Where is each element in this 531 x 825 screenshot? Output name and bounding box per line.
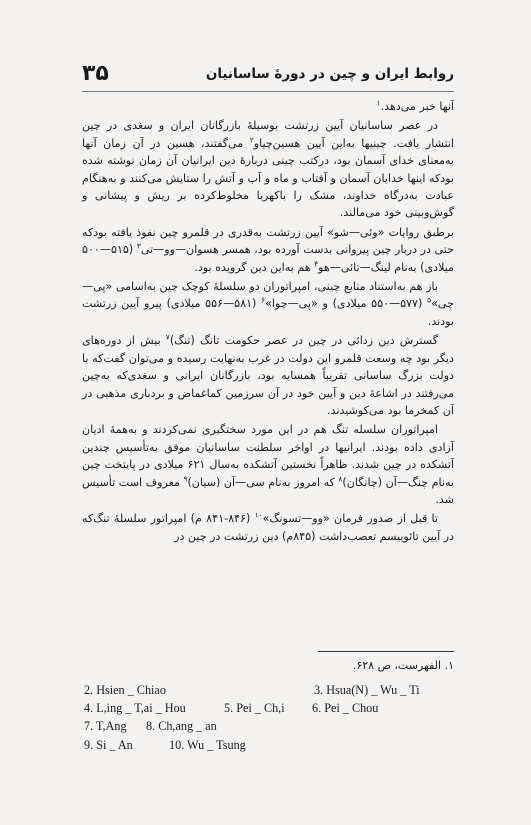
paragraph: باز هم به‌استناد منابع چینی، امپراتوران دو سلسلهٔ کوچک چین به‌اسامی «پی—چی»$^۵$ (۵۷۷—۵۵۰ میلادی) و «پی—چوا»$^۶$ (۵۸۱—۵۵۶ میلادی) پیرو آیین زرتشت بودند. — [82, 280, 455, 328]
running-title: روابط ایران و چین در دورهٔ ساسانیان — [205, 66, 454, 82]
list-item — [84, 681, 464, 699]
transliteration: 7. T,Ang — [84, 719, 127, 734]
transliteration: 2. Hsien _ Chiao — [84, 683, 166, 697]
footnote-ref: ۲ — [249, 135, 254, 145]
footnote-ref: ۶ — [261, 295, 266, 305]
header-rule — [82, 91, 454, 92]
footnote-ref: ۳ — [136, 241, 141, 251]
transliteration: 6. Pei _ Chou — [312, 701, 379, 716]
footnote-ref: ۵ — [427, 295, 432, 305]
list-item — [84, 736, 464, 754]
footnote-ref: ۸ — [338, 473, 343, 483]
page-header — [82, 60, 454, 88]
footnote-ref: ۹ — [183, 473, 188, 483]
transliteration: 3. Hsua(N) _ Wu _ Ti — [314, 683, 420, 697]
footnote-rule — [318, 651, 454, 652]
list-item — [84, 717, 464, 735]
footnote-ref: ۱ — [376, 98, 381, 108]
paragraph: آنها خبر می‌دهد.$^۱$ — [376, 98, 454, 113]
paragraph: گسترش دین زدائی در چین در عصر حکومت تانگ (تنگ)$^۷$ بیش از دوره‌های دیگر بود چه وسعت قلمرو این دولت در غرب به‌نهایت رسیده و می‌توان گفت‌که با دولت بزرگ ساسانی تقریباً همسایه بود، بازرگانان ایرانی و سغدی‌که به‌چین می‌رفتند در اشاعهٔ دین و آیین خود در آن سرزمین کماغماض و بردباری مذهبی در آن کمخرما بود می‌کوشیدند. — [82, 332, 454, 417]
page-number: ۳۵ — [82, 61, 109, 86]
transliteration: 4. L,ing _ T,ai _ Hou — [84, 701, 186, 716]
transliteration-list — [84, 681, 464, 754]
footnote-ref: ۱۰ — [254, 510, 263, 520]
list-item — [84, 699, 464, 717]
footnote-text: الفهرست، ص ۶۲۸. — [352, 659, 442, 672]
transliteration: 8. Ch,ang _ an — [146, 719, 217, 734]
transliteration: 9. Si _ An — [84, 737, 133, 752]
paragraph: تا قبل از صدور فرمان «وو—تسونگ»$^{۱۰}$ (۸۴۶-۸۴۱ م) امپراتور سلسلهٔ تنگ‌که در آیین تائوییسم تعصب‌داشت (۸۴۵م) دین زرتشت در چین در — [82, 510, 454, 543]
body-text — [82, 98, 454, 547]
transliteration: 5. Pei _ Ch,i — [224, 701, 285, 716]
footnote-number: ۱. — [444, 659, 454, 672]
footnote-ref: ۷ — [165, 332, 170, 342]
transliteration: 10. Wu _ Tsung — [169, 737, 246, 752]
paragraph: امپراتوران سلسله تنگ هم در این مورد سختگیری نمی‌کردند و به‌همهٔ ادیان آزادی داده بودند. ایرانیها در اواخر سلطنت ساسانیان موفق به‌تأسیس چندین آتشکده در چین شدند. ظاهراً نخستین آتشکده به‌سال ۶۲۱ میلادی در پایتخت چین به‌نام چنگ—آن (چانگان)$^۸$ که امروز به‌نام سی—آن (سیان)$^۹$ معروف است تأسیس شد. — [82, 423, 454, 506]
footnote — [82, 657, 454, 675]
paragraph: در عصر ساسانیان آیین زرتشت بوسیلهٔ بازرگانان ایران و سغدی در چین انتشار یافت. چینیها به‌این آیین هسین‌چیاو$^۲$ می‌گفتند، هسین در آن زمان آنها به‌معنای خدای آسمان بود، درکتب چینی دربارهٔ دین ایرانیان آن زمان نوشته شده بودکه اینها خدایان آسمان و آفتاب و ماه و آب و آتش را ستایش می‌کنند و به‌هنگام عبادت به‌درگاه خداوند، مشک را باکهربا مخلوط‌کرده بر ریش و پیشانی و گوش‌وبینی خود می‌مالند. — [82, 119, 454, 220]
paragraph: برطبق روایات «وئی—شو» آیین زرتشت به‌قدری در قلمرو چین نفوذ یافته بودکه حتی در دربار چین پیروانی بدست آورده بود، همسر هسوان—وو—تی$^۳$ (۵۱۵—۵۰۰ میلادی) به‌نام لینگ—تائی—هو$^۴$ هم به‌این دین گرویده بود. — [82, 225, 454, 274]
footnote-ref: ۴ — [314, 258, 319, 268]
